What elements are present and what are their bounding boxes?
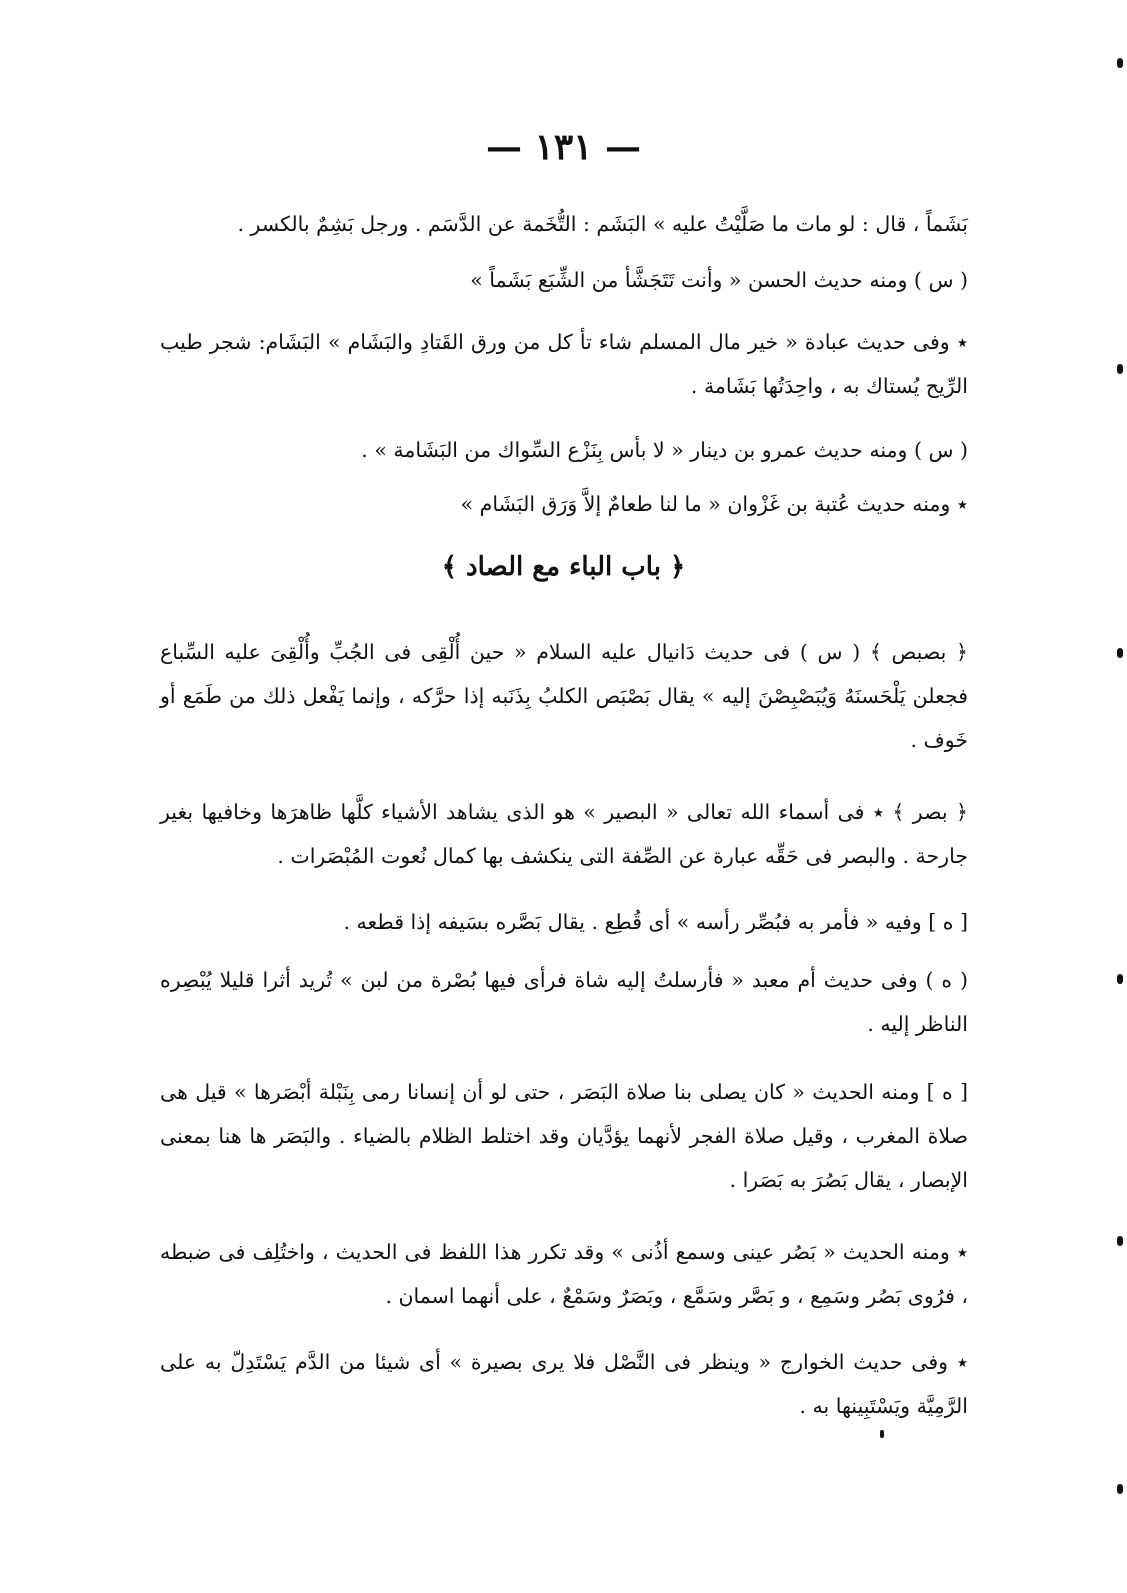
page-number: — ١٣١ — [485,126,642,168]
paragraph: [ ه ] ومنه الحديث « كان يصلى بنا صلاة البَصَر ، حتى لو أن إنسانا رمى بِنَبْلة أبْصَرها » قيل هى صلاة المغرب ، وقيل صلاة الفجر لأنهما يؤدَّيان وقد اختلط الظلام بالضياء . والبَصَر ها هنا بمعنى الإبصار ، يقال بَصُرَ به بَصَرا . [160,1080,968,1192]
scan-mark [880,1430,884,1438]
paragraph: ٭ ومنه الحديث « بَصُر عينى وسمع أذُنى » وقد تكرر هذا اللفظ فى الحديث ، واختُلِف فى ضبطه ، فرُوى بَصُر وسَمِع ، و بَصَّر وسَمَّع ، وبَصَرٌ وسَمْعٌ ، على أنهما اسمان . [160,1240,968,1308]
scan-mark [1117,974,1123,984]
paragraph: ( س ) ومنه حديث الحسن « وأنت تَتَجَشَّأ من الشِّبَع بَشَماً » [470,268,968,292]
scan-mark [1117,1236,1123,1246]
scan-mark [1117,364,1123,374]
section-heading: ﴿ باب الباء مع الصاد ﴾ [441,552,686,582]
scan-mark [1117,648,1123,658]
scan-mark [1117,1484,1123,1494]
paragraph: ﴿ بصبص ﴾ ( س ) فى حديث دَانيال عليه السلام « حين أُلْقِى فى الجُبِّ وأُلْقِىَ عليه السِّباع فجعلن يَلْحَسنَهُ وَيُبَصْبِصْنَ إليه » يقال بَصْبَص الكلبُ بِذَنَبه إذا حرَّكه ، وإنما يَفْعل ذلك من طَمَع أو خَوف . [160,640,968,752]
paragraph: [ ه ] وفيه « فأمر به فبُصِّر رأسه » أى قُطِع . يقال بَصَّره بسَيفه إذا قطعه . [343,910,968,934]
paragraph: ٭ وفى حديث عبادة « خير مال المسلم شاء تأ كل من ورق القَتادِ والبَشَام » البَشَام: شجر طيب الرِّيح يُستاك به ، واحِدَتُها بَشَامة . [160,330,968,398]
paragraph: ( س ) ومنه حديث عمرو بن دينار « لا بأس بِنَزْع السِّواك من البَشَامة » . [361,438,968,462]
scan-mark [1117,58,1123,68]
paragraph: بَشَماً ، قال : لو مات ما صَلَّيْتُ عليه » البَشَم : التُّخَمة عن الدَّسَم . ورجل بَشِمٌ بالكسر . [237,212,968,236]
paragraph: ( ه ) وفى حديث أم معبد « فأرسلتُ إليه شاة فرأى فيها بُصْرة من لبن » تُريد أثرا قليلا يُبْصِره الناظر إليه . [160,968,968,1036]
paragraph: ﴿ بصر ﴾ ٭ فى أسماء الله تعالى « البصير » هو الذى يشاهد الأشياء كلَّها ظاهرَها وخافيها بغير جارحة . والبصر فى حَقِّه عبارة عن الصِّفة التى ينكشف بها كمال نُعوت المُبْصَرات . [160,800,968,868]
paragraph: ٭ وفى حديث الخوارج « وينظر فى النَّصْل فلا يرى بصيرة » أى شيئا من الدَّم يَسْتَدِلّ به على الرَّمِيَّة ويَسْتَبِينها به . [160,1350,968,1418]
paragraph: ٭ ومنه حديث عُتبة بن غَزْوان « ما لنا طعامٌ إلاَّ وَرَق البَشَام » [460,492,968,516]
